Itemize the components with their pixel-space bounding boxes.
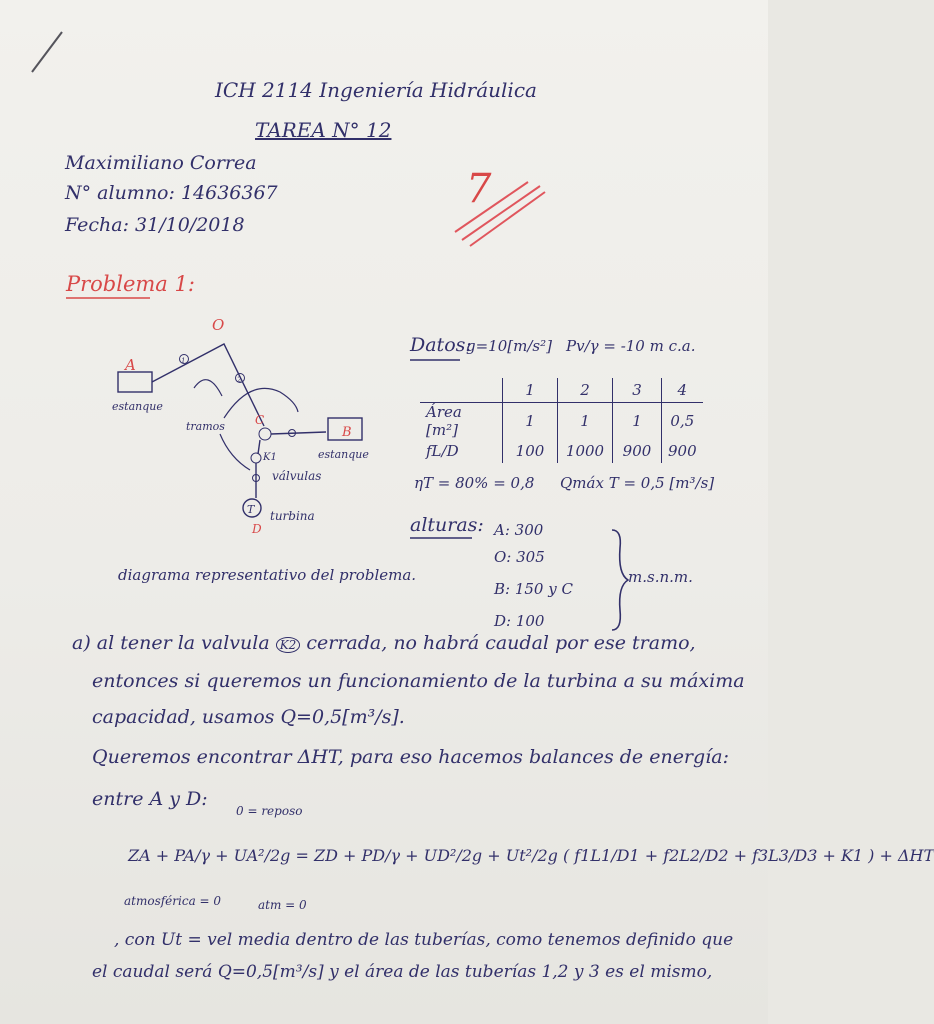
valve-K2 (259, 428, 271, 440)
pencil-mark (32, 32, 62, 72)
body-line-7: el caudal será Q=0,5[m³/s] y el área de las tuberías 1,2 y 3 es el mismo, (92, 962, 713, 982)
student-number: N° alumno: 14636367 (65, 182, 278, 204)
svg-text:2: 2 (237, 376, 242, 384)
body-line-1: a) al tener la valvula K2 cerrada, no habrá caudal por ese tramo, (72, 632, 696, 654)
valve-K1-label: K1 (263, 452, 277, 463)
tramos-label: tramos (186, 420, 225, 433)
body-line-3: capacidad, usamos Q=0,5[m³/s]. (92, 706, 405, 728)
pipe-data-table (420, 378, 703, 463)
body-line-6: , con Ut = vel media dentro de las tuberías, como tenemos definido que (114, 930, 734, 950)
point-D-label: D (252, 522, 262, 536)
point-A-label: A (125, 356, 136, 374)
atm-note: atm = 0 (258, 898, 307, 912)
alturas-units: m.s.n.m. (628, 568, 693, 586)
altura-O: O: 305 (494, 548, 545, 566)
body-line-5: entre A y D: (92, 788, 208, 810)
turbine-efficiency: ηT = 80% = 0,8 (414, 474, 535, 492)
datos-label: Datos: (410, 334, 472, 356)
table-row: Área [m²] 1 1 1 0,5 (420, 403, 703, 440)
assignment-date: Fecha: 31/10/2018 (65, 214, 245, 236)
assignment-title: TAREA N° 12 (255, 118, 392, 142)
svg-text:T: T (247, 503, 255, 516)
svg-text:1: 1 (181, 357, 186, 365)
altura-B-C: B: 150 y C (494, 580, 573, 598)
turbine-qmax: Qmáx T = 0,5 [m³/s] (560, 474, 715, 492)
altura-A: A: 300 (494, 521, 544, 539)
body-line-2: entonces si queremos un funcionamiento de la turbina a su máxima (92, 670, 745, 692)
point-O-label: O (212, 316, 225, 334)
valves-label: válvulas (272, 469, 322, 483)
reservoir-A-label: estanque (112, 400, 163, 413)
atmosferica-note: atmosférica = 0 (124, 894, 222, 908)
grade-mark: 7 (466, 166, 492, 212)
point-B-label: B (342, 425, 352, 440)
student-name: Maximiliano Correa (65, 152, 257, 174)
altura-D: D: 100 (494, 612, 545, 630)
valve-K2-ref: K2 (276, 637, 301, 653)
body-line-4: Queremos encontrar ΔHT, para eso hacemos balances de energía: (92, 746, 729, 768)
course-title: ICH 2114 Ingeniería Hidráulica (215, 78, 537, 102)
gravity-value: g=10[m/s²] (466, 337, 552, 355)
reservoir-B-label: estanque (318, 448, 369, 461)
table-row: 1 2 3 4 (420, 378, 703, 403)
vapor-pressure: Pv/γ = -10 m c.a. (566, 337, 696, 355)
point-C-label: C (255, 413, 265, 427)
table-row: fL/D 100 1000 900 900 (420, 439, 703, 463)
valve-K1 (251, 453, 261, 463)
pipe-to-valve (258, 440, 260, 454)
pipe-C-B (271, 432, 326, 434)
pipe-A-O-C (152, 344, 264, 426)
reposo-note: 0 = reposo (236, 804, 303, 818)
valves-arrow (220, 434, 250, 470)
alturas-label: alturas: (410, 514, 484, 536)
alturas-brace (612, 530, 628, 630)
tramos-arrow-1 (194, 380, 222, 396)
turbine-label: turbina (270, 509, 315, 523)
energy-equation: ZA + PA/γ + UA²/2g = ZD + PD/γ + UD²/2g + Ut²/2g ( f1L1/D1 + f2L2/D2 + f3L3/D3 + K1 ) + ΔHT (128, 846, 934, 865)
problem-title: Problema 1: (66, 272, 195, 296)
reservoir-A (118, 372, 152, 392)
diagram-caption: diagrama representativo del problema. (118, 566, 417, 584)
